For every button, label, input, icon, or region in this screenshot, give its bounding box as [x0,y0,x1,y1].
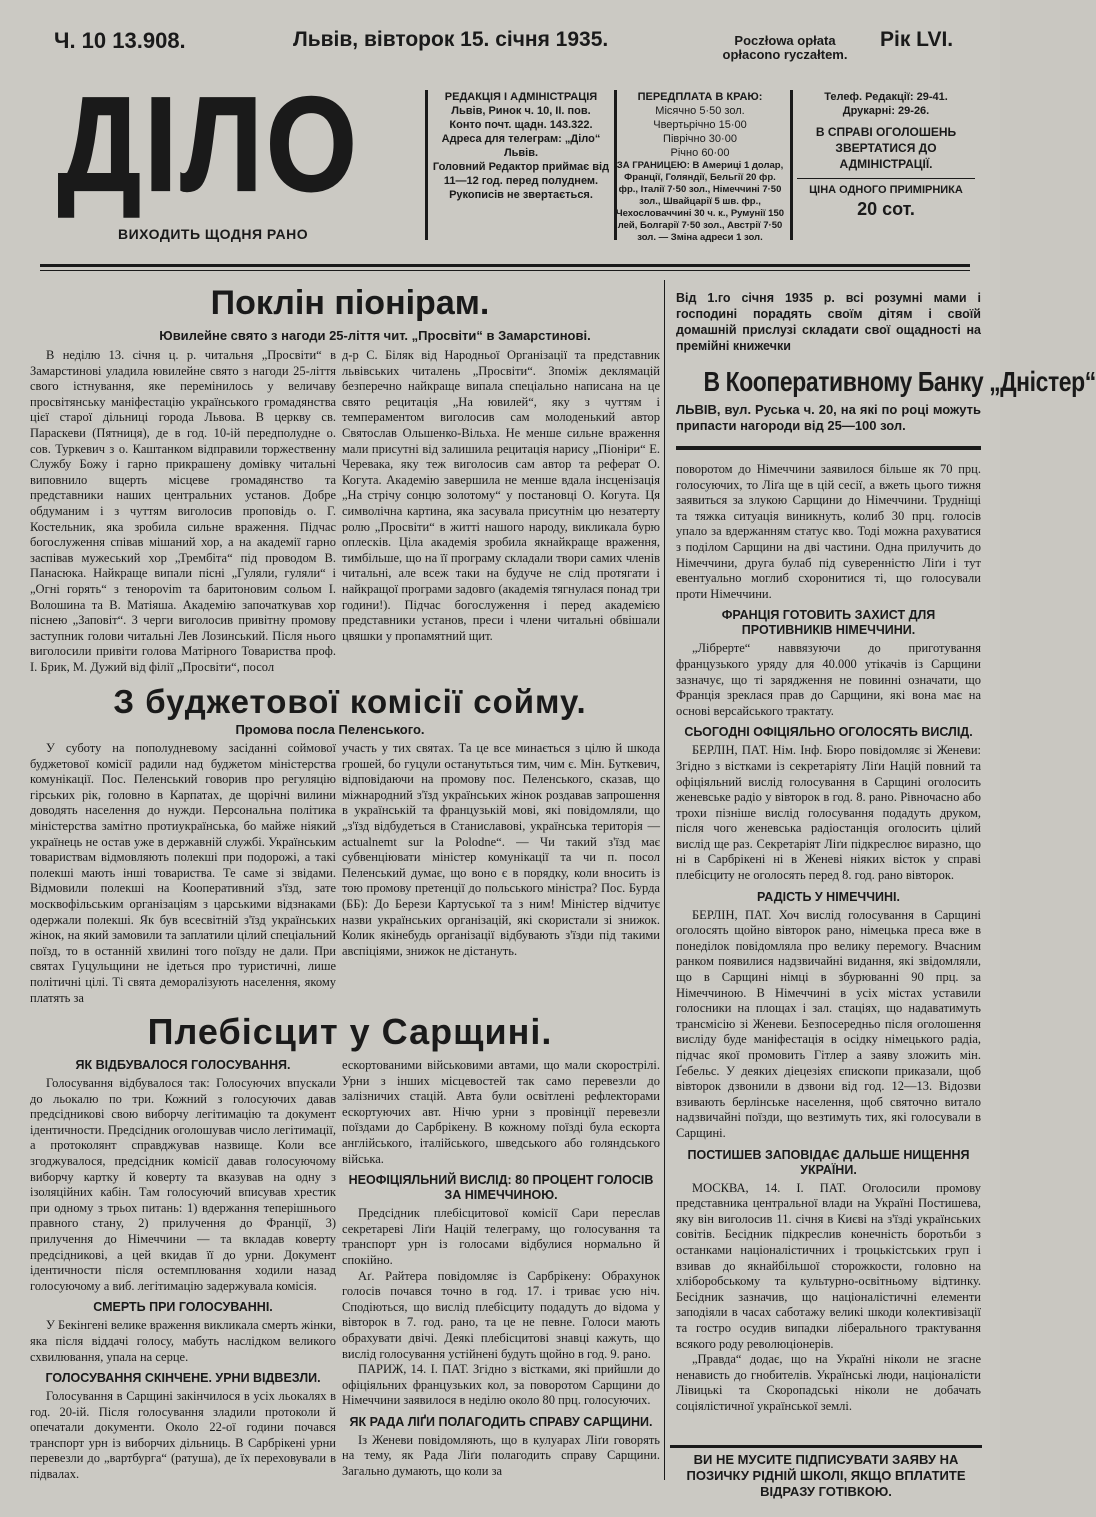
editorial-line: Конто почт. щадн. 143.322. [449,119,593,131]
article-headline: Плебісцит у Сарщині. [147,1011,553,1052]
article-column: д-р С. Біляк від Народньої Організації та представник львівських читалень „Просвіти“. Зпоміж деклямацій безперечно найкраще випала спеціально написана на це свято рецитація „На ювилей“, яку з чуттям і темпераментом виголосив сам молоденький автор Святослав Ольшенко-Вільха. Не менше сильне враження мали присутні від залишила рецитація нарису „Піоніри“ Е. Черевака, яку теж виголосив сам автор та реферат О. Когута. Академію завершила не менше вдала інсценізація „На стрічу сонцю золотому“ у постановці О. Когута. Ця символічна картина, яка засувала присутнім цю незатерту ролю „Просвіти“ в житті нашого народу, викликала бурю оплесків. Ціла академія зробила якнайкраще враження, тимбільше, що на її програму складали твори самих членів читальні, але всеж таки на будуче не слід протягати і найкращої програми задовго (академія тягнулася понад три години!). Підчас богослуження і перед академією представники установ, преси і члени читальні обвішали цвяшки у пропамятний щит. [342,348,660,643]
article-subtitle: Ювилейне свято з нагоди 25-ліття чит. „Просвіти“ в Замарстинові. [159,328,591,343]
article-column: участь у тих святах. Та це все минається з цілю й шкода грошей, бо гуцули останутьться тим, чим є. Мін. Буткевич, відповідаючи на промову пос. Пеленського, сказав, що міжнародний з'їзд українських жінок роздавав запрошення в українській та французькій мові, які повідомляли, що „з'їзд відбудеться в Станиславові, українська територія — actualnemt sur la Polodne“. — Чи такий з'їзд має субвенціювати міністер комунікації та чи п. посол Пеленський думає, що воно є в порядку, коли вносить із тою промову претенції до польського міністра? Пос. Бурда (ББ): До Берези Картуської та з ним! Міністер відчитує назви українських організацій, які скористали зі знижок. Колик якінебудь організації відбувають з'їзди під такими авспіціями, знижок не дістануть. [342,741,660,958]
section-heading: ГОЛОСУВАННЯ СКІНЧЕНЕ. УРНИ ВІДВЕЗЛИ. [45,1371,321,1386]
ads-notice: В СПРАВІ ОГОЛОШЕНЬ ЗВЕРТАТИСЯ ДО АДМІНІСТРАЦІЇ. [815,125,957,171]
bank-advertisement [676,290,1096,434]
masthead-logo [58,69,378,219]
section-heading: ПОСТИШЕВ ЗАПОВІДАЄ ДАЛЬШЕ НИЩЕННЯ УКРАЇНИ. [687,1147,970,1177]
subscription-row: Піврічно 30·00 [663,133,737,145]
issue-number: Ч. 10 13.908. [54,28,186,53]
subscription-title: ПЕРЕДПЛАТА В КРАЮ: [637,91,763,103]
article-column: ЯК ВІДБУВАЛОСЯ ГОЛОСУВАННЯ. Голосування відбувалося так: Голосуючих впускали до льокалю по три. Кожний з голосуючих давав предсідникові свою виборчу легітимацію та документ ідентичности. Предсідник оголошував число легітимації, а протоколянт справджував назвище. Коли все згоджувалося, предсідник комісії давав голосуючому виборчу картку й коверту та вказував на одну з ізоляційних кабін. Там голосуючий вписував хрестик при одному з трьох питань: 1) вдержання теперішнього правного стану, 2) прилучення до Франції, 3) прилучення до Німеччини — та вкладав коверту предсідникові, а цей вкидав її до урни. Документ ідентичности після остемплювання ходили назад голосуючому а виб. легітимацію задержувала комісія. СМЕРТЬ ПРИ ГОЛОСУВАННІ. У Бекінгені велике враження викликала смерть жінки, яка після віддачі голосу, мабуть наслідком великого схвилювання, упала на серце. ГОЛОСУВАННЯ СКІНЧЕНЕ. УРНИ ВІДВЕЗЛИ. Голосування в Сарщині закінчилося в усіх льокалях в год. 20-ій. Після голосування зладили протоколи й опечатали документи. Около 22-ої години почався транспорт урн із виборчих дільниць. В Сарбрікені урни перевезли до „вартбурга“ (ратуша), де їх переховували в підвалах. [30,1058,336,1482]
masthead-rule [40,264,970,267]
section-heading: РАДІСТЬ У НІМЕЧЧИНІ. [757,889,900,904]
price-value: 20 сот. [857,199,915,219]
section-heading: СЬОГОДНІ ОФІЦІЯЛЬНО ОГОЛОСЯТЬ ВИСЛІД. [684,725,973,740]
postal-note: Poczłowa opłata opłacono ryczałtem. [722,33,848,62]
phone-line: Телеф. Редакції: 29-41. [824,91,948,103]
subscription-abroad: ЗА ГРАНИЦЕЮ: В Америці 1 долар, Франції, Голяндії, Бельгії 20 фр. фр., Італії 7·50 зол., Німеччині 7·50 зол., Швайцарії 5 шв. фр., Чехословаччині 30 ч. к., Румунії 150 лей, Болгарії 7·50 зол., Австрії 7·50 зол. — Зміна адреси 1 зол. [615,160,785,243]
ad-bank-name: В Кооперативному Банку „Дністер“ [703,366,1096,397]
section-heading: СМЕРТЬ ПРИ ГОЛОСУВАННІ. [93,1300,273,1315]
editorial-line: РЕДАКЦІЯ І АДМІНІСТРАЦІЯ [444,91,598,103]
tagline: ВИХОДИТЬ ЩОДНЯ РАНО [118,226,309,242]
article-column: В неділю 13. січня ц. р. читальня „Просвіти“ в Замарстинові уладила ювилейне свято з нагоди 25-ліття свого істнування, яке перемінилось у величаву просвітянську маніфестацію українського громадянства цієї старої дільниці города Львова. В церкву св. Параскеви (Пятниця), де в год. 10-ій передполудне о. сов. Туркевич з о. Каштанком відправили торжественну Службу Божу і гарно прикрашену домівку читальні виповнило вщерть місцеве громадянство та представники наших центральних установ. Добре обдуманим і з чуттям виголосив проповідь о. Г. Костельник, яка зробила сильне враження. Підчас богослуження співав мішаний хор, а на академії гарно заспівав мужеський хор „Трембіта“ під проводом В. Панасюка. Найкраще випали пісні „Гуляли, гуляли“ і „Огні горять“ з тенорovim та баритоновим сольом І. Волошина та В. Матіяша. Академію започаткував хор піснею „Заповіт“. З черги виголосив привітну промову заступник голови читальні Лев Лозинський. Після нього виголосили привіти голова Матірного Товариства проф. І. Брик, М. Дужий від філії „Просвіти“, посол [30,348,336,674]
article-headline: З буджетової комісії сойму. [113,683,587,720]
section-heading: НЕОФІЦІЯЛЬНИЙ ВИСЛІД: 80 ПРОЦЕНТ ГОЛОСІВ ЗА НІМЕЧЧИНОЮ. [348,1173,654,1203]
article-column: ескортованими військовими автами, що мали скорострілі. Урни з інших місцевостей так само перевезли до залізничих стацій. Авта були освітлені рефлекторами ескортуючих авт. Нічю урни з провінції перевезли поїздами до Сарбрікену. В кожному поїзді була ескорта англійського, італійського, шведського або голяндського війська. НЕОФІЦІЯЛЬНИЙ ВИСЛІД: 80 ПРОЦЕНТ ГОЛОСІВ ЗА НІМЕЧЧИНОЮ. Предсідник плебісцитової комісії Сари переслав секретареві Ліґи Націй телеграму, що голосування та транспорт урн із голосами відбулися нормально й спокійно. Аґ. Райтера повідомляє із Сарбрікену: Обрахунок голосів почався точно в год. 17. і триває усю ніч. Сподіються, що вислід плебісциту подадуть до відома у вівторок в 7. год. рано, та це не певне. Голоси мають обрахувати двічі. Деякі плебісцитові знавці кажуть, що вислід голосування устійнені будуть щойно в год. 9. рано. ПАРИЖ, 14. І. ПАТ. Згідно з вістками, які прийшли до офіціяльних французьких кол, за поворотом Сарщини до Німеччини заявилося в неділю около 80 прц. голосуючих. ЯК РАДА ЛІҐИ ПОЛАГОДИТЬ СПРАВУ САРЩИНИ. Із Женеви повідомляють, що в кулуарах Ліґи говорять на тему, як Рада Ліґи полагодить справу Сарщини. Загально думають, що коли за [342,1058,660,1479]
section-heading: ФРАНЦІЯ ГОТОВИТЬ ЗАХИСТ ДЛЯ ПРОТИВНИКІВ НІМЕЧЧИНИ. [721,608,936,638]
editorial-line: Львів, Ринок ч. 10, II. пов. [451,105,591,117]
section-heading: ЯК РАДА ЛІҐИ ПОЛАГОДИТЬ СПРАВУ САРЩИНИ. [349,1414,653,1429]
ad-intro: Від 1.го січня 1935 р. всі розумні мами і господині порадять своїм дітям і своїй домашній прислузі складати свої ощадності на премійні книжечки [676,291,981,353]
editorial-line: Адреса для телеграм: „Діло“ Львів. [441,133,601,159]
article-column: поворотом до Німеччини заявилося більше як 70 прц. голосуючих, то Ліґа ще в цій сесії, а вжеть цього тижня заявиться за злукою Сарщини до Німеччини. Трудніщі та тяжка ситуація виникнуть, колиб 30 прц. голосів упало за вдержанням статус кво. Тоді можна рахуватися з поділом Сарщини на дві частини. Одна прилучить до Німеччини, друга булаб під суверенністю Ліґи і тут евентуально моглиб схоронитися ті, що голосували проти Німеччини. ФРАНЦІЯ ГОТОВИТЬ ЗАХИСТ ДЛЯ ПРОТИВНИКІВ НІМЕЧЧИНИ. „Лібрерте“ наввязуючи до приготування французького уряду для 40.000 утікачів із Сарщини зазначує, що ті зарядження не повинні означати, що Франція зреклася прав до Сарщини, які вона має на основі версайського трактату. СЬОГОДНІ ОФІЦІЯЛЬНО ОГОЛОСЯТЬ ВИСЛІД. БЕРЛІН, ПАТ. Нім. Інф. Бюро повідомляє зі Женеви: Згідно з вістками із секретаріяту Ліґи Націй повний та офіціяльний вислід голосування в Сарщині оголосить женевське радіо у вівторок в год. 8. рано. Рівночасно або трохи пізніше вислід голосування подадуть друком, після чого женевська радіостанція оголосить цілий вислід ще раз. Секретаріят Ліґи підкреслює виразно, що ні в Сарбрікені ні в Женеві ніяких вісток у справі плебісциту не оголосять перед 8. год. рано вівторок. РАДІСТЬ У НІМЕЧЧИНІ. БЕРЛІН, ПАТ. Хоч вислід голосування в Сарщині оголосять щойно вівторок рано, німецька преса вже в понеділок повідомляла про велику перемогу. Вчасним ранком появилися надзвичайні видання, які звідомляли, що в Сарщині німці в збурюванні 90 прц. за Німеччиною. В Німеччині в усіх містах уставили голосники на площах і зал. стаціях, що надаватимуть трансмісію зі Женеви. Безпосередньо після оголошення висліду буде маніфестація в осідку німецького радіа, підчас якої промовить Гітлер а заяву зложить мін. Ґебельс. У деяких діецезіях єпископи приказали, щоб вівторок дзвонили в дзвони від год. 12—13. Відозви взивають берлінське населення, щоб святочно витало надзвичайні поїзди, що везтимуть тих, які голосували в Сарщині. ПОСТИШЕВ ЗАПОВІДАЄ ДАЛЬШЕ НИЩЕННЯ УКРАЇНИ. МОСКВА, 14. І. ПАТ. Оголосили промову представника центральної влади на Україні Постишева, яку він виголосив 11. січня в Києві на з'їзді українських совітів. Бесідник підкреслив конечність боротьби з останками націоналістичних і троцькістських груп і взивав до якнайбільшої сторожкости, головно на хліборобському та культурно-освітньому відтинку. Бесідник зазначив, що націоналістичні елементи заподіяли в часах саботажу великі шкоди колективізації та гостро осудив випадки ліберального трактування всякого роду революціонерів. „Правда“ додає, що на Україні ніколи не згасне ненависть до гнобителів. Українські люди, націоналісти Лівицькі та Скоропадські ніколи не добачать соціялістичної української землі. [676,462,981,1413]
contact-price-box [790,90,979,240]
ad-rule [676,446,981,450]
newspaper-title: ДІЛО [58,69,361,219]
editorial-line: Рукописів не звертається. [449,189,593,201]
subscription-row: Місячно 5·50 зол. [655,105,745,117]
editorial-line: Головний Редактор приймає від 11—12 год. перед полуднем. [432,161,610,187]
masthead-rule-thin [40,270,970,271]
price-label: ЦІНА ОДНОГО ПРИМІРНИКА [797,178,975,197]
subscription-row: Річно 60·00 [670,147,730,159]
section-heading: ЯК ВІДБУВАЛОСЯ ГОЛОСУВАННЯ. [75,1058,291,1072]
article-headline: Поклін піонірам. [210,284,490,322]
editorial-info-box [425,90,617,240]
article-column: У суботу на пополудневому засіданні соймової буджетової комісії радили над буджетом міністерства комунікації. Пос. Пеленський говорив про регуляцію гірських рік, головно в Карпатах, де щорічні вилини доводять населення до нужди. Персональна політика міністерства замітно протиукраїнська, бо майже ніякий українець не остав уже в державній службі. Українським товариствам відмовляють полекші при подорожі, а такі полекші мають інші товариства. Те саме зі звідами. Відмовили полекші на Кооперативний з'їзд, зате москвофільським організаціям з царськими відзнаками одержали полекші. Як був всесвітній з'їзд українських жінок, на який замовили та заплатили цілий спеціальний поїзд, то в останній хвилині того поїзду не дали. При святах Гуцульщини не ідеться про туристичні, лише політичні цілі. Ті свята деморалізують населення, якому платять за [30,741,336,1005]
phone-line: Друкарні: 29-26. [842,105,930,117]
volume-year: Рік LVI. [880,28,954,51]
school-loan-notice: ВИ НЕ МУСИТЕ ПІДПИСУВАТИ ЗАЯВУ НА ПОЗИЧКУ РІДНІЙ ШКОЛІ, ЯКЩО ВПЛАТИТЕ ВІДРАЗУ ГОТІВКОЮ. [670,1445,982,1500]
place-date: Львів, вівторок 15. січня 1935. [293,28,609,51]
article-subtitle: Промова посла Пеленського. [235,722,425,737]
column-divider [664,280,665,1480]
ad-details: ЛЬВІВ, вул. Руська ч. 20, на які по році можуть припасти нагороди від 25—100 зол. [676,402,981,433]
subscription-box [610,90,790,243]
subscription-row: Чвертьрічно 15·00 [653,119,747,131]
